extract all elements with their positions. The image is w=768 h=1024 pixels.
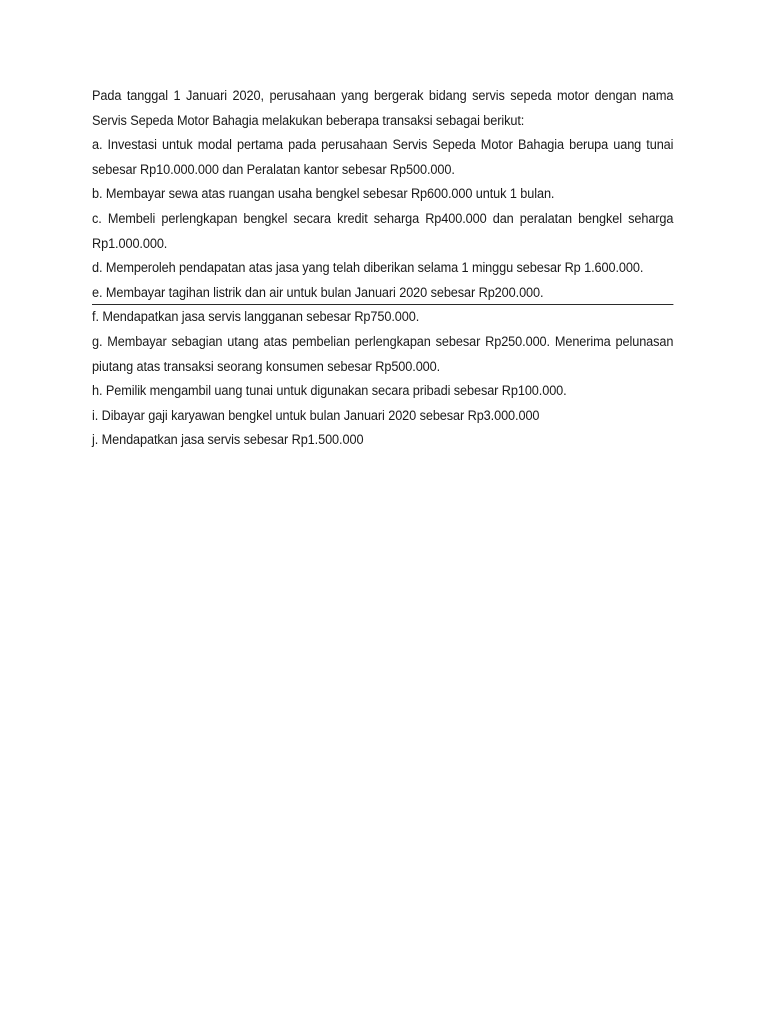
transaction-item-d: d. Memperoleh pendapatan atas jasa yang telah diberikan selama 1 minggu sebesar Rp 1.600.000. — [92, 260, 644, 276]
transaction-item-e: e. Membayar tagihan listrik dan air untuk bulan Januari 2020 sebesar Rp200.000. — [92, 281, 673, 306]
transaction-item-f: f. Mendapatkan jasa servis langganan sebesar Rp750.000. — [92, 309, 420, 325]
transaction-item-c: c. Membeli perlengkapan bengkel secara kredit seharga Rp400.000 dan peralatan bengkel seharga Rp1.000.000. — [92, 210, 674, 251]
intro-paragraph: Pada tanggal 1 Januari 2020, perusahaan yang bergerak bidang servis sepeda motor dengan nama Servis Sepeda Motor Bahagia melakukan beberapa transaksi sebagai berikut: — [92, 88, 674, 128]
transaction-item-j: j. Mendapatkan jasa servis sebesar Rp1.500.000 — [92, 432, 364, 448]
document-page — [92, 84, 673, 453]
transaction-item-i: i. Dibayar gaji karyawan bengkel untuk bulan Januari 2020 sebesar Rp3.000.000 — [92, 407, 540, 423]
transaction-item-h: h. Pemilik mengambil uang tunai untuk digunakan secara pribadi sebesar Rp100.000. — [92, 383, 567, 399]
transaction-item-b: b. Membayar sewa atas ruangan usaha bengkel sebesar Rp600.000 untuk 1 bulan. — [92, 186, 555, 202]
transaction-item-a: a. Investasi untuk modal pertama pada perusahaan Servis Sepeda Motor Bahagia berupa uang tunai sebesar Rp10.000.000 dan Peralatan kantor sebesar Rp500.000. — [92, 137, 674, 177]
transaction-item-g: g. Membayar sebagian utang atas pembelian perlengkapan sebesar Rp250.000. Menerima pelunasan piutang atas transaksi seorang konsumen sebesar Rp500.000. — [92, 333, 674, 374]
